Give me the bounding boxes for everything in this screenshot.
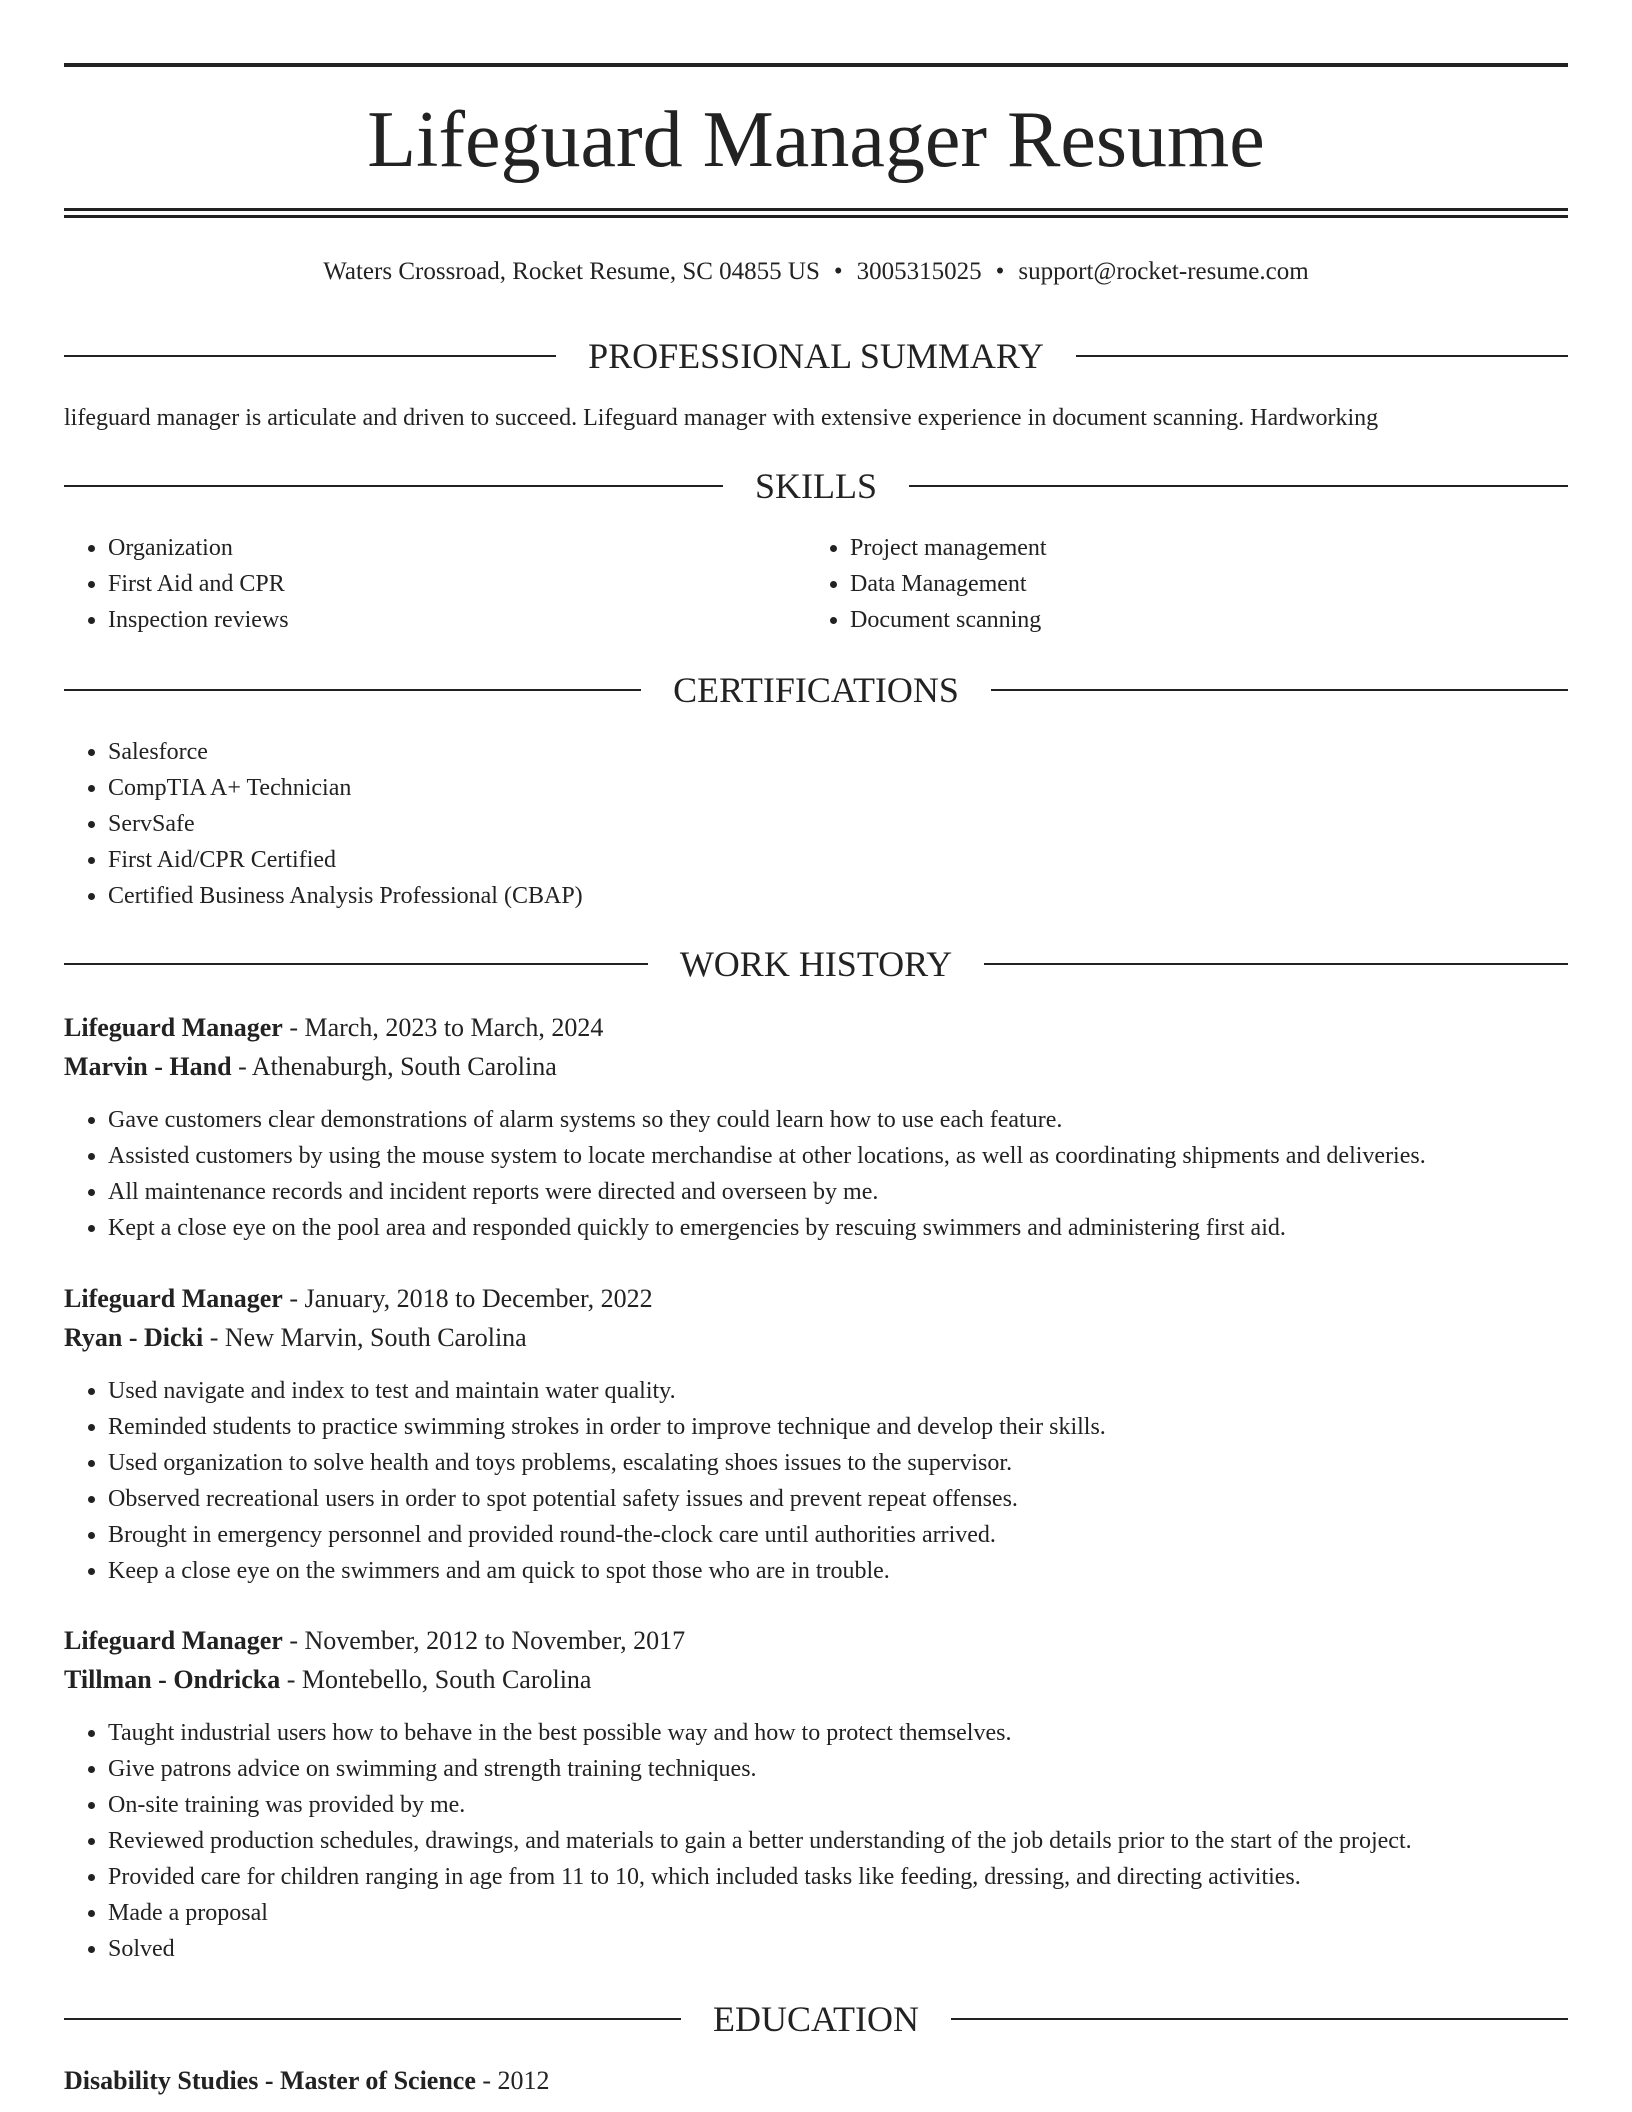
contact-line bbox=[64, 256, 1568, 288]
heading-rule bbox=[64, 355, 556, 357]
heading-rule bbox=[64, 963, 648, 965]
job-company-line bbox=[64, 1662, 591, 1698]
contact-email: support@rocket-resume.com bbox=[1018, 258, 1309, 285]
contact-separator: • bbox=[995, 258, 1005, 285]
job-company-line bbox=[64, 1320, 527, 1356]
skills-heading bbox=[64, 464, 1568, 508]
page-title: Lifeguard Manager Resume bbox=[367, 96, 1265, 184]
education-entry bbox=[64, 2063, 550, 2099]
summary-heading bbox=[64, 334, 1568, 378]
certifications-list bbox=[64, 734, 583, 914]
job-bullets bbox=[64, 1715, 1412, 1967]
job-company: Tillman - Ondricka bbox=[64, 1665, 281, 1694]
skill-item: • Organization bbox=[108, 530, 289, 566]
job-bullet: • Provided care for children ranging in age from 11 to 10, which included tasks like feeding, dressing, and directing activities. bbox=[108, 1859, 1412, 1895]
job-title-line bbox=[64, 1010, 603, 1046]
skills-list-right bbox=[806, 530, 1047, 638]
heading-rule bbox=[1076, 355, 1568, 357]
job-bullets bbox=[64, 1102, 1426, 1246]
job-company: Ryan - Dicki bbox=[64, 1323, 204, 1352]
education-field: Disability Studies - Master of Science bbox=[64, 2066, 476, 2095]
job-bullet: • On-site training was provided by me. bbox=[108, 1787, 1412, 1823]
job-title-line bbox=[64, 1623, 685, 1659]
contact-phone: 3005315025 bbox=[856, 258, 982, 285]
certification-item: • Salesforce bbox=[108, 734, 583, 770]
contact-separator: • bbox=[833, 258, 843, 285]
education-heading-label: EDUCATION bbox=[713, 1999, 919, 2039]
job-bullet: • Used navigate and index to test and maintain water quality. bbox=[108, 1373, 1106, 1409]
contact-address: Waters Crossroad, Rocket Resume, SC 04855 US bbox=[323, 258, 820, 285]
job-bullet: • All maintenance records and incident reports were directed and overseen by me. bbox=[108, 1174, 1426, 1210]
top-rule bbox=[64, 63, 1568, 67]
work-history-heading bbox=[64, 942, 1568, 986]
skill-item: • Data Management bbox=[850, 566, 1047, 602]
certification-item: • First Aid/CPR Certified bbox=[108, 842, 583, 878]
job-bullet: • Gave customers clear demonstrations of alarm systems so they could learn how to use each feature. bbox=[108, 1102, 1426, 1138]
job-location: - Athenaburgh, South Carolina bbox=[231, 1052, 557, 1081]
job-bullets bbox=[64, 1373, 1106, 1589]
job-dates: - January, 2018 to December, 2022 bbox=[282, 1284, 653, 1313]
job-bullet: • Kept a close eye on the pool area and responded quickly to emergencies by rescuing swimmers and administering first aid. bbox=[108, 1210, 1426, 1246]
job-bullet: • Observed recreational users in order to spot potential safety issues and prevent repeat offenses. bbox=[108, 1481, 1106, 1517]
skill-item: • Document scanning bbox=[850, 602, 1047, 638]
job-bullet: • Solved bbox=[108, 1931, 1412, 1967]
heading-rule bbox=[951, 2018, 1568, 2020]
work-history-heading-label: WORK HISTORY bbox=[679, 944, 953, 984]
skills-heading-label: SKILLS bbox=[755, 466, 878, 506]
certifications-heading bbox=[64, 668, 1568, 712]
job-role: Lifeguard Manager bbox=[64, 1626, 283, 1655]
heading-rule bbox=[64, 485, 723, 487]
education-year: - 2012 bbox=[475, 2066, 550, 2095]
job-role: Lifeguard Manager bbox=[64, 1013, 283, 1042]
job-bullet: • Keep a close eye on the swimmers and am quick to spot those who are in trouble. bbox=[108, 1553, 1106, 1589]
job-role: Lifeguard Manager bbox=[64, 1284, 283, 1313]
job-bullet: • Reviewed production schedules, drawings, and materials to gain a better understanding of the job details prior to the start of the project. bbox=[108, 1823, 1412, 1859]
summary-text: lifeguard manager is articulate and driven to succeed. Lifeguard manager with extensive experience in document scanning. Hardworking bbox=[64, 405, 1379, 431]
certification-item: • ServSafe bbox=[108, 806, 583, 842]
job-bullet: • Brought in emergency personnel and provided round-the-clock care until authorities arrived. bbox=[108, 1517, 1106, 1553]
job-bullet: • Made a proposal bbox=[108, 1895, 1412, 1931]
job-title-line bbox=[64, 1281, 653, 1317]
job-bullet: • Taught industrial users how to behave in the best possible way and how to protect themselves. bbox=[108, 1715, 1412, 1751]
skill-item: • First Aid and CPR bbox=[108, 566, 289, 602]
education-heading bbox=[64, 1997, 1568, 2041]
job-location: - New Marvin, South Carolina bbox=[203, 1323, 527, 1352]
title-rule-upper bbox=[64, 208, 1568, 211]
job-bullet: • Give patrons advice on swimming and strength training techniques. bbox=[108, 1751, 1412, 1787]
heading-rule bbox=[64, 2018, 681, 2020]
certification-item: • Certified Business Analysis Professional (CBAP) bbox=[108, 878, 583, 914]
job-bullet: • Assisted customers by using the mouse system to locate merchandise at other locations, as well as coordinating shipments and deliveries. bbox=[108, 1138, 1426, 1174]
job-dates: - November, 2012 to November, 2017 bbox=[282, 1626, 686, 1655]
certification-item: • CompTIA A+ Technician bbox=[108, 770, 583, 806]
job-dates: - March, 2023 to March, 2024 bbox=[282, 1013, 604, 1042]
job-bullet: • Used organization to solve health and toys problems, escalating shoes issues to the supervisor. bbox=[108, 1445, 1106, 1481]
job-company-line bbox=[64, 1049, 557, 1085]
heading-rule bbox=[991, 689, 1568, 691]
job-company: Marvin - Hand bbox=[64, 1052, 232, 1081]
summary-heading-label: PROFESSIONAL SUMMARY bbox=[588, 336, 1044, 376]
heading-rule bbox=[909, 485, 1568, 487]
certifications-heading-label: CERTIFICATIONS bbox=[673, 670, 959, 710]
skill-item: • Inspection reviews bbox=[108, 602, 289, 638]
skill-item: • Project management bbox=[850, 530, 1047, 566]
skills-list-left bbox=[64, 530, 289, 638]
heading-rule bbox=[984, 963, 1568, 965]
job-location: - Montebello, South Carolina bbox=[280, 1665, 592, 1694]
job-bullet: • Reminded students to practice swimming strokes in order to improve technique and develop their skills. bbox=[108, 1409, 1106, 1445]
title-rule-lower bbox=[64, 215, 1568, 218]
heading-rule bbox=[64, 689, 641, 691]
